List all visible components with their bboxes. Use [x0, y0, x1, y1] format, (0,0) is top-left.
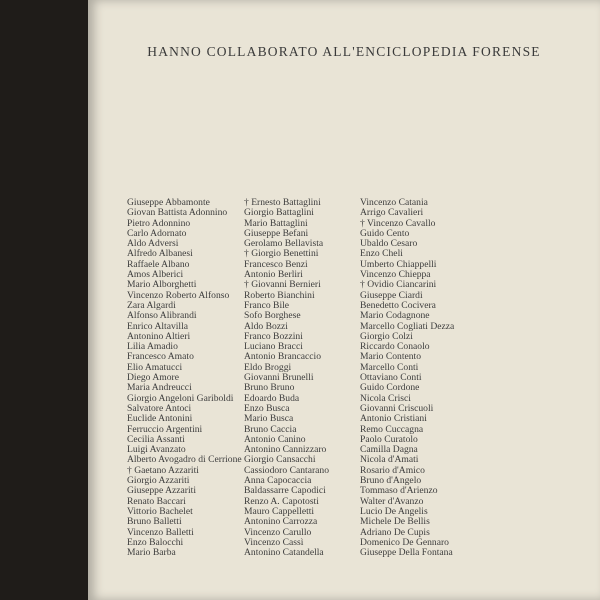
contributor-name: † Vincenzo Cavallo: [360, 217, 436, 229]
contributor-name: Maria Andreucci: [127, 382, 192, 394]
contributor-name: Zara Algardi: [127, 299, 176, 311]
contributor-name: Roberto Bianchini: [244, 289, 315, 301]
contributor-name: Amos Alberici: [127, 269, 184, 281]
contributor-name: Ubaldo Cesaro: [360, 238, 418, 250]
page-title: HANNO COLLABORATO ALL'ENCICLOPEDIA FORENSE: [147, 44, 541, 59]
contributor-name: Giovan Battista Adonnino: [127, 207, 228, 219]
contributor-name: Baldassarre Capodici: [244, 485, 326, 497]
contributor-name: Aldo Bozzi: [244, 320, 288, 332]
contributor-name: Luciano Bracci: [244, 341, 303, 353]
contributor-name: Cecilia Assanti: [127, 433, 185, 445]
contributor-name: † Ovidio Ciancarini: [360, 279, 437, 291]
contributors-column-1: [127, 198, 252, 558]
contributor-name: Umberto Chiappelli: [360, 258, 437, 270]
contributor-name: Renato Baccari: [127, 495, 186, 507]
contributor-name: Vincenzo Cassì: [244, 536, 304, 548]
contributor-name: Elio Amatucci: [127, 361, 183, 373]
contributor-name: Gerolamo Bellavista: [244, 238, 324, 250]
contributor-name: Mario Busca: [244, 413, 294, 425]
contributor-name: † Ernesto Battaglini: [244, 197, 321, 208]
contributor-name: Diego Amore: [127, 372, 179, 384]
contributor-name: Vincenzo Balletti: [127, 526, 194, 538]
contributor-name: Enrico Altavilla: [127, 320, 189, 332]
contributor-name: Sofo Borghese: [244, 310, 301, 322]
contributor-name: Rosario d'Amico: [360, 464, 425, 476]
contributors-column-2: [244, 198, 369, 558]
contributor-name: Mario Alborghetti: [127, 279, 197, 291]
contributor-name: Enzo Busca: [244, 402, 290, 414]
contributor-name: Giovanni Criscuoli: [360, 402, 434, 414]
contributor-name: Camilla Dagna: [360, 444, 418, 456]
contributor-name: Antonio Berliri: [244, 269, 303, 281]
contributor-name: Ottaviano Conti: [360, 372, 422, 384]
contributor-name: Guido Cento: [360, 227, 410, 239]
contributor-name: † Gaetano Azzariti: [127, 464, 199, 476]
contributor-name: Antonino Catandella: [244, 547, 324, 559]
contributor-name: Franco Bile: [244, 299, 290, 311]
contributor-name: Raffaele Albano: [127, 258, 190, 270]
contributor-name: Vincenzo Roberto Alfonso: [127, 289, 230, 301]
contributor-name: Euclide Antonini: [127, 413, 193, 425]
contributor-name: Lucio De Angelis: [360, 505, 428, 517]
contributor-name: Giuseppe Befani: [244, 227, 309, 239]
contributor-name: Vincenzo Chieppa: [360, 269, 431, 281]
contributor-name: Vincenzo Carullo: [244, 526, 312, 538]
contributor-name: Vittorio Bachelet: [127, 505, 193, 517]
contributor-name: Carlo Adornato: [127, 227, 187, 239]
contributor-name: Giorgio Angeloni Gariboldi: [127, 392, 234, 404]
contributor-name: Antonino Carrozza: [244, 516, 318, 528]
contributor-name: Nicola d'Amati: [360, 454, 419, 466]
contributor-name: Pietro Adonnino: [127, 217, 191, 229]
contributor-name: Francesco Benzi: [244, 258, 308, 270]
contributor-name: † Giorgio Benettini: [244, 248, 319, 260]
contributor-name: Ferruccio Argentini: [127, 423, 203, 435]
contributor-name: Tommaso d'Arienzo: [360, 485, 438, 497]
contributor-name: Marcello Cogliati Dezza: [360, 320, 455, 332]
contributor-name: Paolo Curatolo: [360, 433, 418, 445]
contributor-name: Mario Battaglini: [244, 217, 308, 229]
contributor-name: Giovanni Brunelli: [244, 372, 314, 384]
contributor-name: Mario Codagnone: [360, 310, 430, 322]
contributor-name: Antonino Altieri: [127, 330, 191, 342]
contributor-name: Michele De Bellis: [360, 516, 430, 528]
contributor-name: Walter d'Avanzo: [360, 495, 424, 507]
contributor-name: Giuseppe Della Fontana: [360, 547, 453, 559]
contributor-name: Alfredo Albanesi: [127, 248, 193, 260]
contributor-name: Adriano De Cupis: [360, 526, 430, 538]
contributors-column-3: [360, 198, 485, 558]
contributor-name: Riccardo Conaolo: [360, 341, 430, 353]
contributor-name: Benedetto Cocivera: [360, 299, 436, 311]
contributor-name: Giorgio Colzi: [360, 330, 413, 342]
contributor-name: Giuseppe Ciardi: [360, 289, 423, 301]
contributor-name: Bruno d'Angelo: [360, 475, 422, 487]
contributor-name: Arrigo Cavalieri: [360, 207, 424, 219]
contributor-name: Remo Cuccagna: [360, 423, 424, 435]
contributor-name: Giorgio Battaglini: [244, 207, 314, 219]
contributor-name: Enzo Balocchi: [127, 536, 184, 548]
contributor-name: Mario Contento: [360, 351, 422, 363]
contributor-name: Bruno Bruno: [244, 382, 295, 394]
contributor-name: Alberto Avogadro di Cerrione: [127, 454, 242, 466]
contributor-name: Luigi Avanzato: [127, 444, 186, 456]
contributor-name: Antonio Brancaccio: [244, 351, 321, 363]
contributor-name: Alfonso Alibrandi: [127, 310, 197, 322]
contributor-name: Anna Capocaccia: [244, 475, 312, 487]
contributor-name: Eldo Broggi: [244, 361, 292, 373]
contributor-name: Giorgio Cansacchi: [244, 454, 316, 466]
contributor-name: Domenico De Gennaro: [360, 536, 449, 548]
contributor-name: Antonino Cannizzaro: [244, 444, 327, 456]
contributor-name: Antonio Cristiani: [360, 413, 427, 425]
contributor-name: Vincenzo Catania: [360, 197, 428, 208]
contributor-name: Giuseppe Azzariti: [127, 485, 196, 497]
contributor-name: Renzo A. Capotosti: [244, 495, 319, 507]
contributor-name: Aldo Adversi: [127, 238, 179, 250]
contributor-name: Enzo Cheli: [360, 248, 403, 260]
contributor-name: † Giovanni Bernieri: [244, 279, 321, 291]
contributor-name: Lilia Amadio: [127, 341, 178, 353]
contributor-name: Marcello Conti: [360, 361, 419, 373]
contributor-name: Nicola Crisci: [360, 392, 411, 404]
contributor-name: Antonio Canino: [244, 433, 306, 445]
contributor-name: Francesco Amato: [127, 351, 194, 363]
contributor-name: Edoardo Buda: [244, 392, 300, 404]
contributor-name: Cassiodoro Cantarano: [244, 464, 329, 476]
contributor-name: Franco Bozzini: [244, 330, 303, 342]
contributor-name: Salvatore Antoci: [127, 402, 192, 414]
contributor-name: Mauro Cappelletti: [244, 505, 315, 517]
contributor-name: Bruno Caccia: [244, 423, 297, 435]
contributor-name: Bruno Balletti: [127, 516, 182, 528]
contributor-name: Giuseppe Abbamonte: [127, 197, 210, 208]
contributor-name: Mario Barba: [127, 547, 176, 559]
document-page: [88, 0, 600, 600]
contributor-name: Giorgio Azzariti: [127, 475, 190, 487]
contributor-name: Guido Cordone: [360, 382, 420, 394]
